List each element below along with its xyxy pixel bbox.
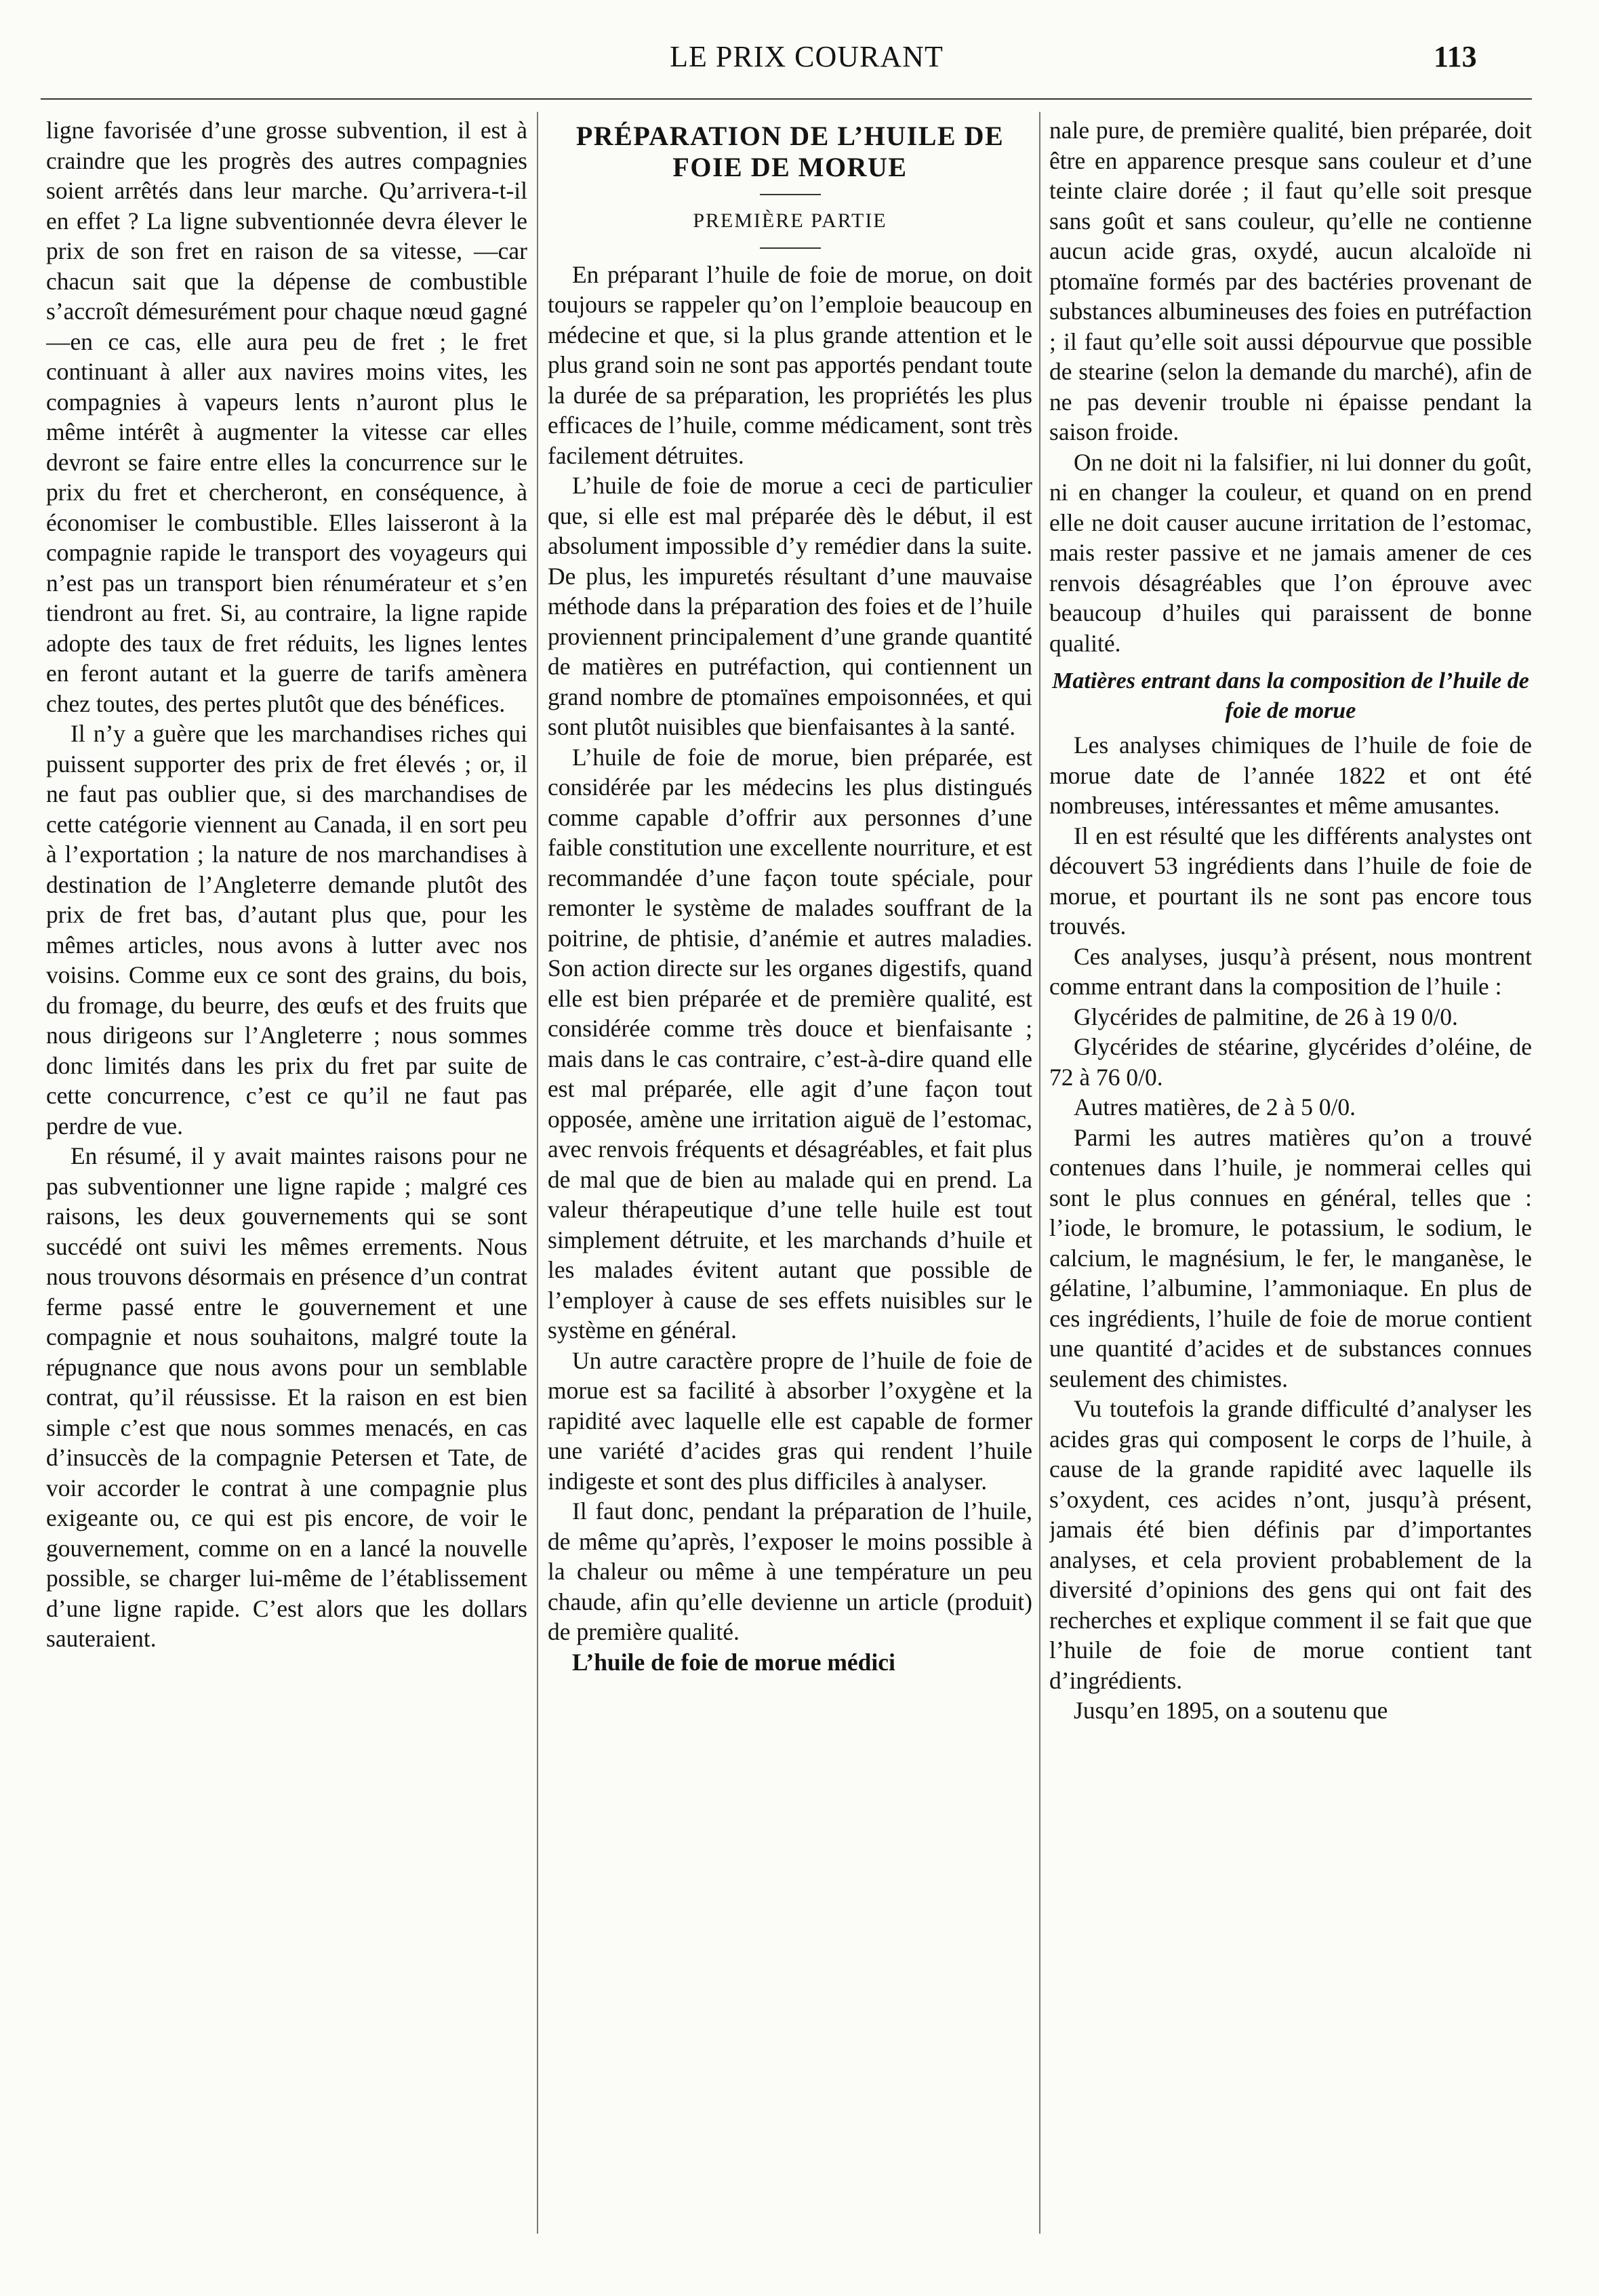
page-number: 113: [1434, 40, 1477, 73]
paragraph: En résumé, il y avait maintes raisons pour ne pas subventionner une ligne rapide ; malgré ces raisons, les deux gouvernements qui se sont succédé ont suivi les mêmes errements. Nous nous trouvons désormais en présence d’un contrat ferme passé entre le gouvernement et une compagnie et nous souhaitons, malgré toute la répugnance que nous avons pour un semblable contrat, qu’il réussisse. Et la raison en est bien simple c’est que nous sommes menacés, en cas d’insuccès de la compagnie Petersen et Tate, de voir accorder le contrat à une compagnie plus exigeante ou, ce qui est pis encore, de voir le gouvernement, comme on en a lancé la nouvelle possible, se charger lui-même de l’établissement d’une ligne rapide. C’est alors que les dollars sauteraient.: [46, 1142, 527, 1652]
paragraph: Parmi les autres matières qu’on a trouvé contenues dans l’huile, je nommerai celles qui sont le plus connues en général, telles que : l’iode, le bromure, le potassium, le sodium, le calcium, le magnésium, le fer, le manganèse, le gélatine, l’albumine, l’ammoniaque. En plus de ces ingrédients, l’huile de foie de morue contient une quantité d’acides et de substances connues seulement des chimistes.: [1049, 1123, 1532, 1392]
column-middle: [548, 115, 1032, 2244]
article-subtitle: PREMIÈRE PARTIE: [693, 209, 887, 232]
page-header: [0, 39, 1599, 87]
paragraph: Il en est résulté que les différents analystes ont découvert 53 ingrédients dans l’huile de foie de morue, et pourtant ils ne sont pas encore tous trouvés.: [1049, 822, 1532, 940]
section-heading: Matières entrant dans la composition de l’huile de foie de morue: [1052, 668, 1529, 723]
column-right: [1049, 115, 1532, 2244]
paragraph: Autres matières, de 2 à 5 0/0.: [1074, 1093, 1356, 1121]
column-left: [46, 115, 527, 2244]
paragraph: L’huile de foie de morue, bien préparée, est considérée par les médecins les plus distingués comme capable d’offrir aux personnes d’une faible constitution une excellente nourriture, et est recommandée d’une façon toute spéciale, pour remonter le système de malades souffrant de la poitrine, de phtisie, d’anémie et autres maladies. Son action directe sur les organes digestifs, quand elle est bien préparée et de première qualité, est considérée comme très douce et bienfaisante ; mais dans le cas contraire, c’est-à-dire quand elle est mal préparée, elle agit d’une façon tout opposée, amène une irritation aiguë de l’estomac, avec renvois fréquents et désagréables, et fait plus de mal que de bien au malade qui en prend. La valeur thérapeutique d’une telle huile est tout simplement détruite, et les marchands d’huile et les malades évitent autant que possible de l’employer à cause de ses effets nuisibles sur le système en général.: [548, 743, 1032, 1344]
paragraph: Il n’y a guère que les marchandises riches qui puissent supporter des prix de fret élevés ; or, il ne faut pas oublier que, si des marchandises de cette catégorie viennent au Canada, il en sort peu à l’exportation ; la nature de nos marchandises à destination de l’Angleterre demande plutôt des prix de fret bas, d’autant plus que, pour les mêmes articles, nous avons à lutter avec nos voisins. Comme eux ce sont des grains, du bois, du fromage, du beurre, des œufs et des fruits que nous dirigeons sur l’Angleterre ; nous sommes donc limités dans les prix du fret par suite de cette concurrence, c’est ce qu’il ne faut pas perdre de vue.: [46, 720, 527, 1140]
paragraph: ligne favorisée d’une grosse subvention, il est à craindre que les progrès des autres compagnies soient arrêtés dans leur marche. Qu’arrivera-t-il en effet ? La ligne subventionnée devra élever le prix de son fret en raison de sa vitesse, —car chacun sait que la dépense de combustible s’accroît démesurément pour chaque nœud gagné—en ce cas, elle aura peu de fret ; le fret continuant à aller aux navires moins vites, les compagnies à vapeurs lents n’auront plus le même intérêt à augmenter la vitesse car elles devront se faire entre elles la concurrence sur le prix du fret et chercheront, en conséquence, à économiser le combustible. Elles laisseront à la compagnie rapide le transport des voyageurs qui n’est pas un transport bien rénumérateur et s’en tiendront au fret. Si, au contraire, la ligne rapide adopte des taux de fret réduits, les lignes lentes en feront autant et la guerre de tarifs amènera chez toutes, des pertes plutôt que des bénéfices.: [46, 117, 527, 717]
paragraph: nale pure, de première qualité, bien préparée, doit être en apparence presque sans couleur et d’une teinte claire dorée ; il faut qu’elle soit presque sans goût et sans couleur, qu’elle ne contienne aucun acide gras, oxydé, aucun alcaloïde ni ptomaïne formés par des bactéries provenant de substances albumineuses des foies en putréfaction ; il faut qu’elle soit aussi dépourvue que possible de stearine (selon la demande du marché), afin de ne pas devenir trouble ni épaisse pendant la saison froide.: [1049, 117, 1532, 445]
title-rule: [760, 194, 821, 195]
paragraph: L’huile de foie de morue médici: [572, 1648, 895, 1676]
subtitle-rule: [760, 247, 821, 249]
running-title: LE PRIX COURANT: [670, 40, 944, 73]
paragraph: Glycérides de palmitine, de 26 à 19 0/0.: [1074, 1003, 1458, 1030]
column-divider: [1039, 112, 1040, 2234]
header-rule: [41, 98, 1532, 100]
article-title: PRÉPARATION DE L’HUILE DE FOIE DE MORUE: [575, 121, 1005, 182]
column-divider: [537, 112, 538, 2234]
paragraph: Un autre caractère propre de l’huile de foie de morue est sa facilité à absorber l’oxygène et la rapidité avec laquelle elle est capable de former une variété d’acides gras qui rendent l’huile indigeste et sont des plus difficiles à analyser.: [548, 1346, 1032, 1495]
paragraph: Il faut donc, pendant la préparation de l’huile, de même qu’après, l’exposer le moins possible à la chaleur ou même à une température un peu chaude, afin qu’elle devienne un article (produit) de première qualité.: [548, 1497, 1032, 1645]
paragraph: Vu toutefois la grande difficulté d’analyser les acides gras qui composent le corps de l’huile, à cause de la grande rapidité avec laquelle ils s’oxydent, ces acides n’ont, jusqu’à présent, jamais été bien définis par d’importantes analyses, et cela provient probablement de la diversité d’opinions des gens qui ont fait des recherches et explique comment il se fait que que l’huile de foie de morue contient tant d’ingrédients.: [1049, 1395, 1532, 1694]
paragraph: On ne doit ni la falsifier, ni lui donner du goût, ni en changer la couleur, et quand on en prend elle ne doit causer aucune irritation de l’estomac, mais rester passive et ne jamais amener de ces renvois désagréables que l’on éprouve avec beaucoup d’huiles qui paraissent de bonne qualité.: [1049, 448, 1532, 657]
paragraph: L’huile de foie de morue a ceci de particulier que, si elle est mal préparée dès le début, il est absolument impossible d’y remédier dans la suite. De plus, les impuretés résultant d’une mauvaise méthode dans la préparation des foies et de l’huile proviennent principalement d’une grande quantité de matières en putréfaction, qui contiennent un grand nombre de ptomaïnes empoisonnées, et qui sont plutôt nuisibles que bienfaisantes à la santé.: [548, 472, 1032, 740]
paragraph: En préparant l’huile de foie de morue, on doit toujours se rappeler qu’on l’emploie beaucoup en médecine et que, si la plus grande attention et le plus grand soin ne sont pas apportés pendant toute la durée de sa préparation, les propriétés les plus efficaces de l’huile, comme médicament, sont très facilement détruites.: [548, 260, 1032, 469]
paragraph: Jusqu’en 1895, on a soutenu que: [1074, 1697, 1388, 1724]
paragraph: Ces analyses, jusqu’à présent, nous montrent comme entrant dans la composition de l’huile :: [1049, 942, 1532, 1000]
paragraph: Glycérides de stéarine, glycérides d’oléine, de 72 à 76 0/0.: [1049, 1033, 1532, 1091]
paragraph: Les analyses chimiques de l’huile de foie de morue date de l’année 1822 et ont été nombreuses, intéressantes et même amusantes.: [1049, 731, 1532, 819]
